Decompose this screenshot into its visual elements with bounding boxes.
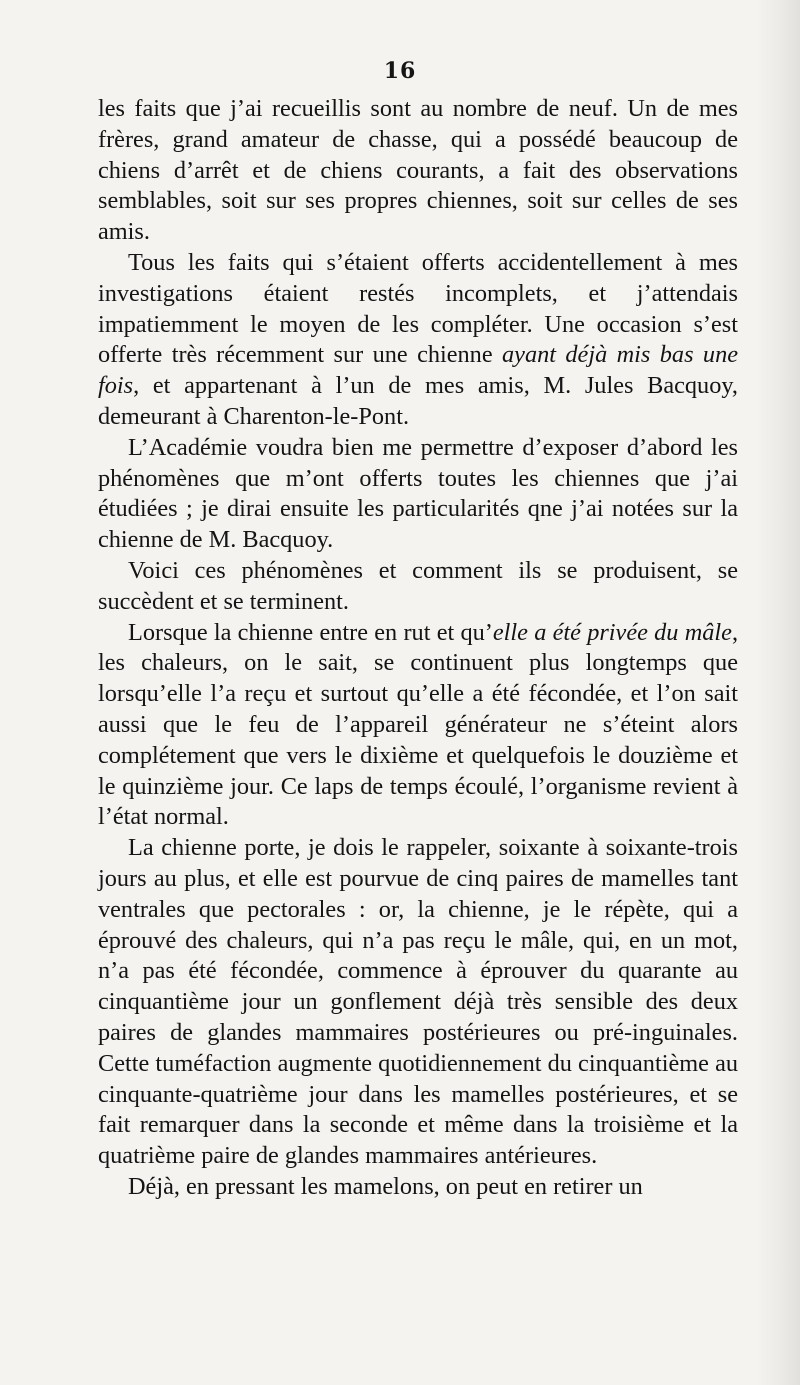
italic-phrase: elle a été privée du mâle (492, 618, 732, 646)
paragraph-text: Lorsque la chienne entre en rut et qu’ (128, 618, 493, 646)
paragraph-text: Voici ces phénomènes et comment ils se produisent, se succèdent et se terminent. (98, 556, 738, 615)
page-gutter-shadow (756, 0, 800, 1385)
paragraph-text: Tous les faits qui s’étaient offerts accidentellement à mes investigations étaient restés incomplets, et j’attendais impatiemment le moyen de les compléter. Une occasion s’est offerte très récemment sur une chienne (98, 248, 738, 369)
paragraph-4 (98, 556, 738, 618)
paragraph-text: les faits que j’ai recueillis sont au nombre de neuf. Un de mes frères, grand amateur de chasse, qui a possédé beaucoup de chiens d’arrêt et de chiens courants, a fait des observations semblables, soit sur ses propres chiennes, soit sur celles de ses amis. (98, 95, 738, 246)
body-text (98, 94, 738, 1203)
paragraph-2 (98, 248, 738, 433)
page-number: 16 (383, 58, 417, 84)
paragraph-3 (98, 433, 738, 556)
paragraph-1 (98, 94, 738, 248)
paragraph-text: , les chaleurs, on le sait, se continuent plus longtemps que lorsqu’elle l’a reçu et surtout qu’elle a été fécondée, et l’on sait aussi que le feu de l’appareil générateur ne s’éteint alors complétement que vers le dixième et quelquefois le douzième et le quinzième jour. Ce laps de temps écoulé, l’organisme revient à l’état normal. (98, 618, 739, 831)
paragraph-text: L’Académie voudra bien me permettre d’exposer d’abord les phénomènes que m’ont offerts toutes les chiennes que j’ai étudiées ; je dirai ensuite les particularités qne j’ai notées sur la chienne de M. Bacquoy. (98, 433, 738, 554)
paragraph-6 (98, 833, 738, 1172)
paragraph-text: Déjà, en pressant les mamelons, on peut en retirer un (128, 1172, 643, 1200)
paragraph-text: , et appartenant à l’un de mes amis, M. Jules Bacquoy, demeurant à Charenton-le-Pont. (98, 372, 738, 430)
italic-phrase: ayant déjà mis bas une fois (98, 341, 738, 400)
paragraph-text: La chienne porte, je dois le rappeler, soixante à soixante-trois jours au plus, et elle est pourvue de cinq paires de mamelles tant ventrales que pectorales : or, la chienne, je le répète, qui a éprouvé des chaleurs, qui n’a pas reçu le mâle, qui, en un mot, n’a pas été fécondée, commence à éprouver du quarante au cinquantième jour un gonflement déjà très sensible des deux paires de glandes mammaires postérieures ou pré-inguinales. Cette tuméfaction augmente quotidiennement du cinquantième au cinquante-quatrième jour dans les mamelles postérieures, et se fait remarquer dans la seconde et même dans la troisième et la quatrième paire de glandes mammaires antérieures. (98, 834, 738, 1170)
paragraph-7 (98, 1172, 738, 1203)
paragraph-5 (98, 618, 738, 834)
